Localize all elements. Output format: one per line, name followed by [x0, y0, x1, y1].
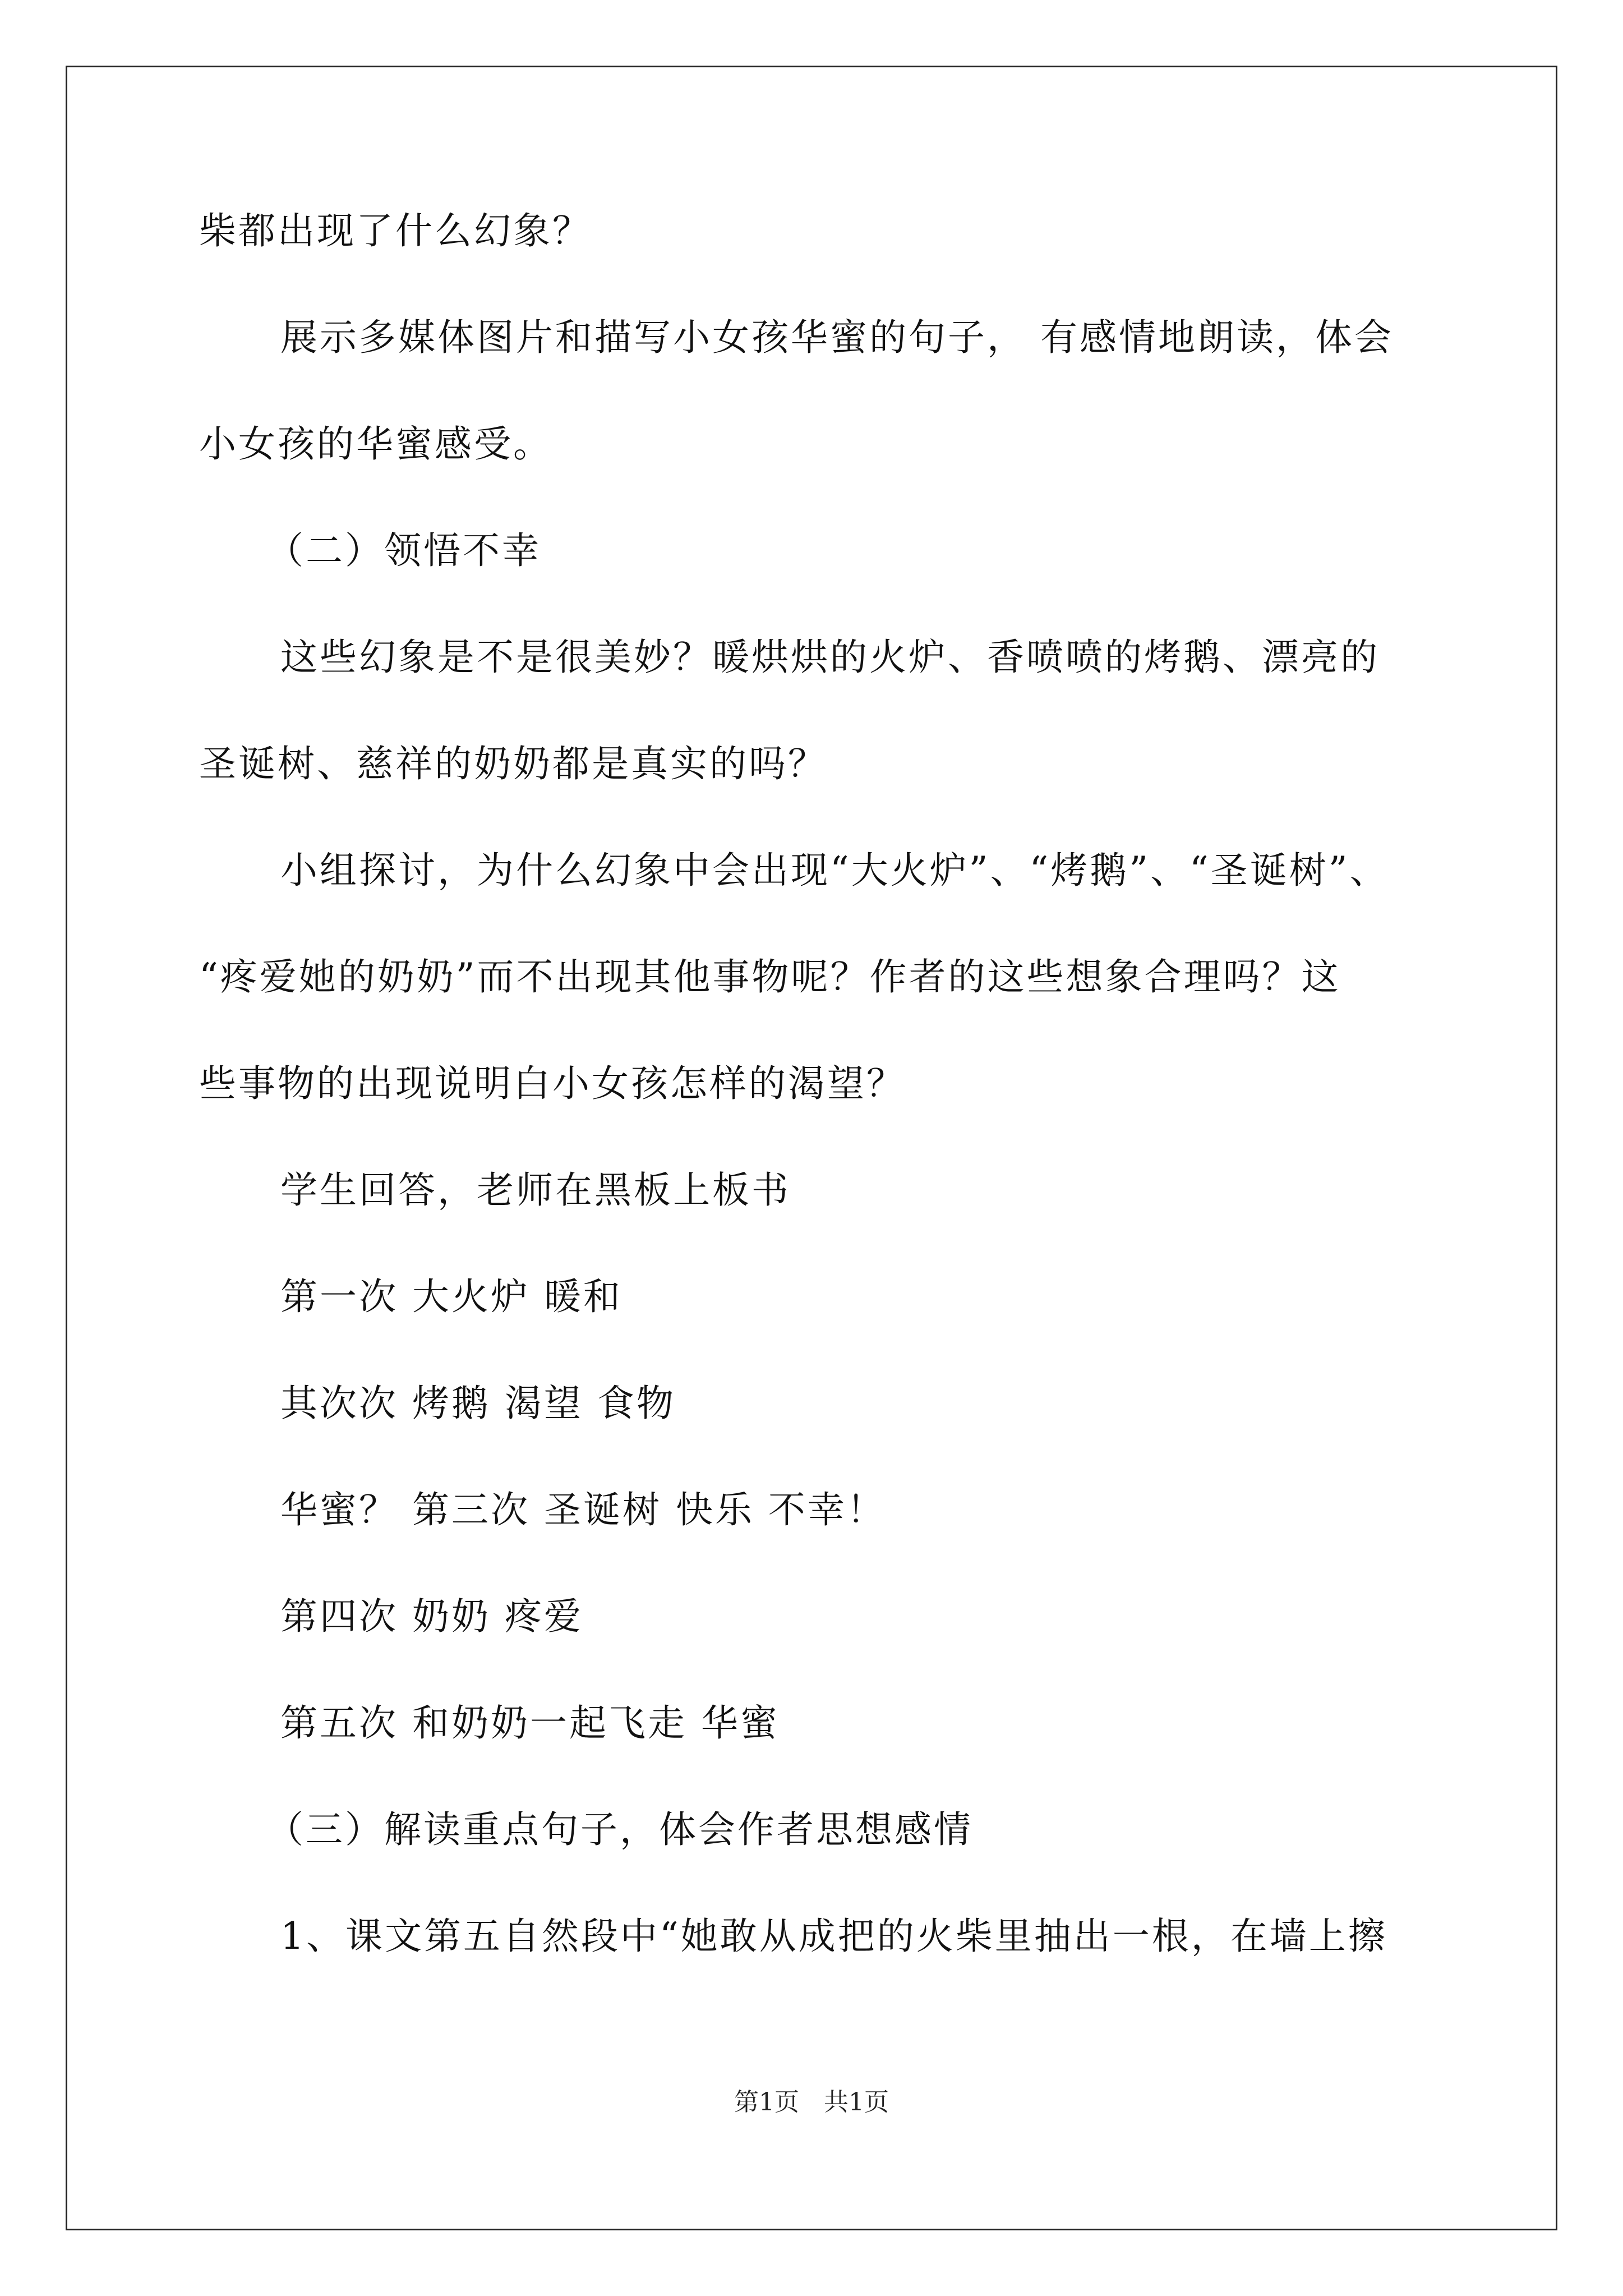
page-border	[66, 66, 1557, 2230]
paragraph-line: 些事物的出现说明白小女孩怎样的渴望？	[199, 1062, 906, 1105]
page-number-footer: 第1页 共1页	[734, 2088, 889, 2116]
blackboard-line: 第五次 和奶奶一起飞走 华蜜	[280, 1701, 780, 1745]
paragraph-line: 展示多媒体图片和描写小女孩华蜜的句子， 有感情地朗读，体会	[280, 316, 1394, 359]
paragraph-line: 学生回答，老师在黑板上板书	[280, 1168, 791, 1212]
paragraph-line: 1、课文第五自然段中“她敢从成把的火柴里抽出一根，在墙上擦	[280, 1915, 1387, 1958]
section-heading: （三）解读重点句子，体会作者思想感情	[266, 1808, 973, 1851]
paragraph-line: 圣诞树、慈祥的奶奶都是真实的吗？	[199, 742, 827, 785]
blackboard-line: 第四次 奶奶 疼爱	[280, 1595, 583, 1638]
paragraph-line: “疼爱她的奶奶”而不出现其他事物呢？作者的这些想象合理吗？这	[199, 955, 1341, 999]
paragraph-line: 小女孩的华蜜感受。	[199, 422, 552, 466]
blackboard-line: 其次次 烤鹅 渴望 食物	[280, 1382, 676, 1425]
blackboard-line: 第一次 大火炉 暖和	[280, 1275, 623, 1318]
blackboard-line: 华蜜？ 第三次 圣诞树 快乐 不幸！	[280, 1488, 886, 1531]
paragraph-line: 这些幻象是不是很美妙？暖烘烘的火炉、香喷喷的烤鹅、漂亮的	[280, 636, 1380, 679]
paragraph-line: 小组探讨，为什么幻象中会出现“大火炉”、“烤鹅”、“圣诞树”、	[280, 849, 1389, 892]
paragraph-line: 柴都出现了什么幻象？	[199, 209, 592, 252]
section-heading: （二）领悟不幸	[266, 529, 541, 572]
